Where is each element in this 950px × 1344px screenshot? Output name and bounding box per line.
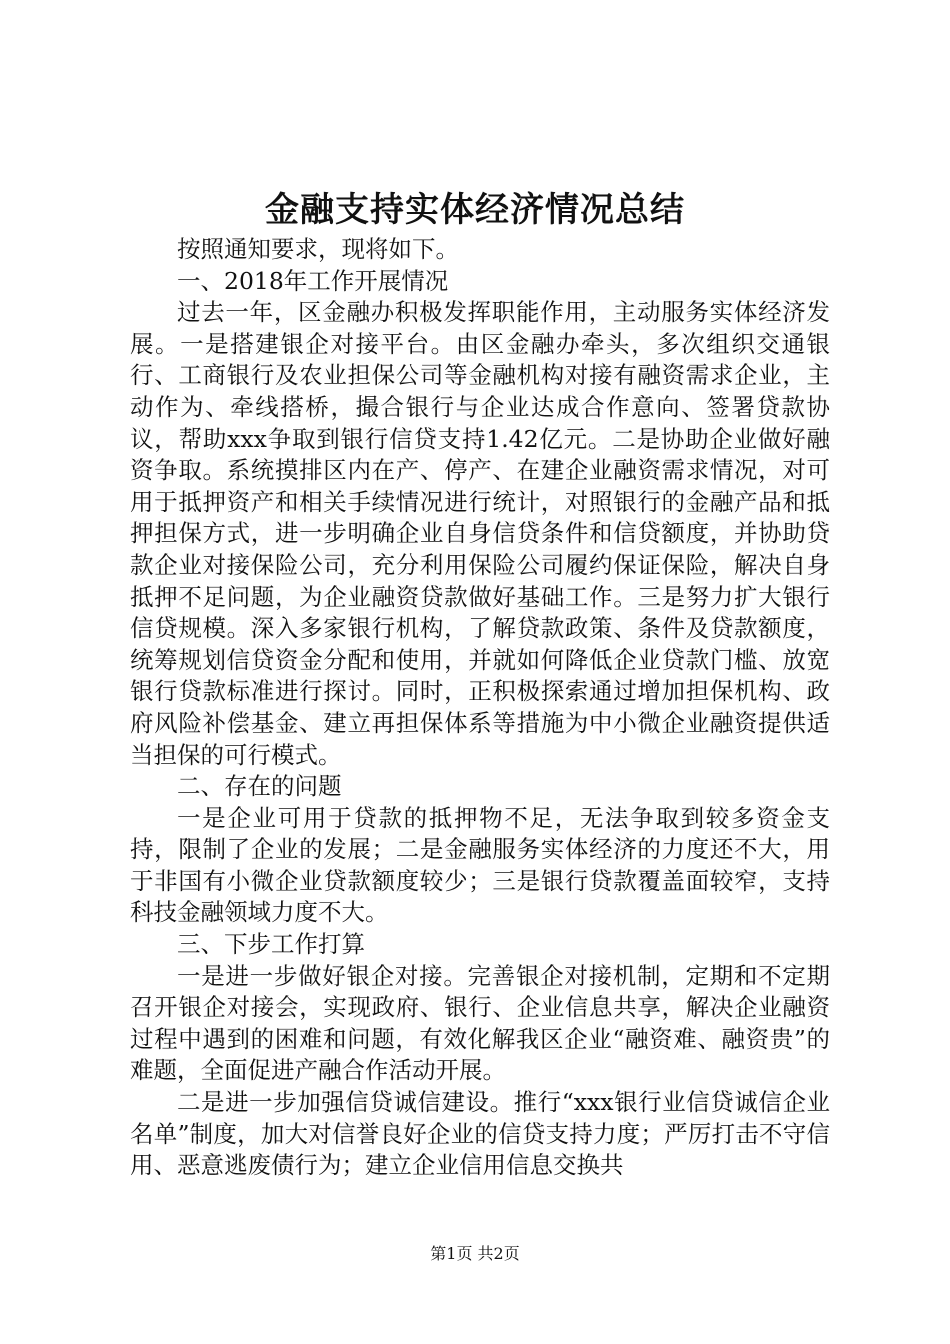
- paragraph-problems: 一是企业可用于贷款的抵押物不足，无法争取到较多资金支持，限制了企业的发展；二是金融服务实体经济的力度还不大，用于非国有小微企业贷款额度较少；三是银行贷款覆盖面较窄，支持科技金融领域力度不大。: [130, 803, 830, 927]
- paragraph-plan-1: 一是进一步做好银企对接。完善银企对接机制，定期和不定期召开银企对接会，实现政府、银行、企业信息共享，解决企业融资过程中遇到的困难和问题，有效化解我区企业“融资难、融资贵”的难题，全面促进产融合作活动开展。: [130, 961, 830, 1085]
- paragraph-plan-2: 二是进一步加强信贷诚信建设。推行“xxx银行业信贷诚信企业名单”制度，加大对信誉良好企业的信贷支持力度；严厉打击不守信用、恶意逃废债行为；建立企业信用信息交换共: [130, 1088, 830, 1180]
- section-heading-1: 一、2018年工作开展情况: [177, 266, 449, 295]
- section-heading-3: 三、下步工作打算: [177, 930, 365, 959]
- page-title: 金融支持实体经济情况总结: [265, 190, 685, 230]
- section-heading-2: 二、存在的问题: [177, 772, 342, 801]
- paragraph-intro: 按照通知要求，现将如下。: [177, 235, 459, 263]
- document-body: [130, 234, 830, 1182]
- paragraph-work-review: 过去一年，区金融办积极发挥职能作用，主动服务实体经济发展。一是搭建银企对接平台。由区金融办牵头，多次组织交通银行、工商银行及农业担保公司等金融机构对接有融资需求企业，主动作为、牵线搭桥，撮合银行与企业达成合作意向、签署贷款协议，帮助xxx争取到银行信贷支持1.42亿元。二是协助企业做好融资争取。系统摸排区内在产、停产、在建企业融资需求情况，对可用于抵押资产和相关手续情况进行统计，对照银行的金融产品和抵押担保方式，进一步明确企业自身信贷条件和信贷额度，并协助贷款企业对接保险公司，充分利用保险公司履约保证保险，解决自身抵押不足问题，为企业融资贷款做好基础工作。三是努力扩大银行信贷规模。深入多家银行机构，了解贷款政策、条件及贷款额度，统筹规划信贷资金分配和使用，并就如何降低企业贷款门槛、放宽银行贷款标准进行探讨。同时，正积极探索通过增加担保机构、政府风险补偿基金、建立再担保体系等措施为中小微企业融资提供适当担保的可行模式。: [130, 298, 830, 769]
- page-number-footer: 第1页 共2页: [430, 1244, 520, 1263]
